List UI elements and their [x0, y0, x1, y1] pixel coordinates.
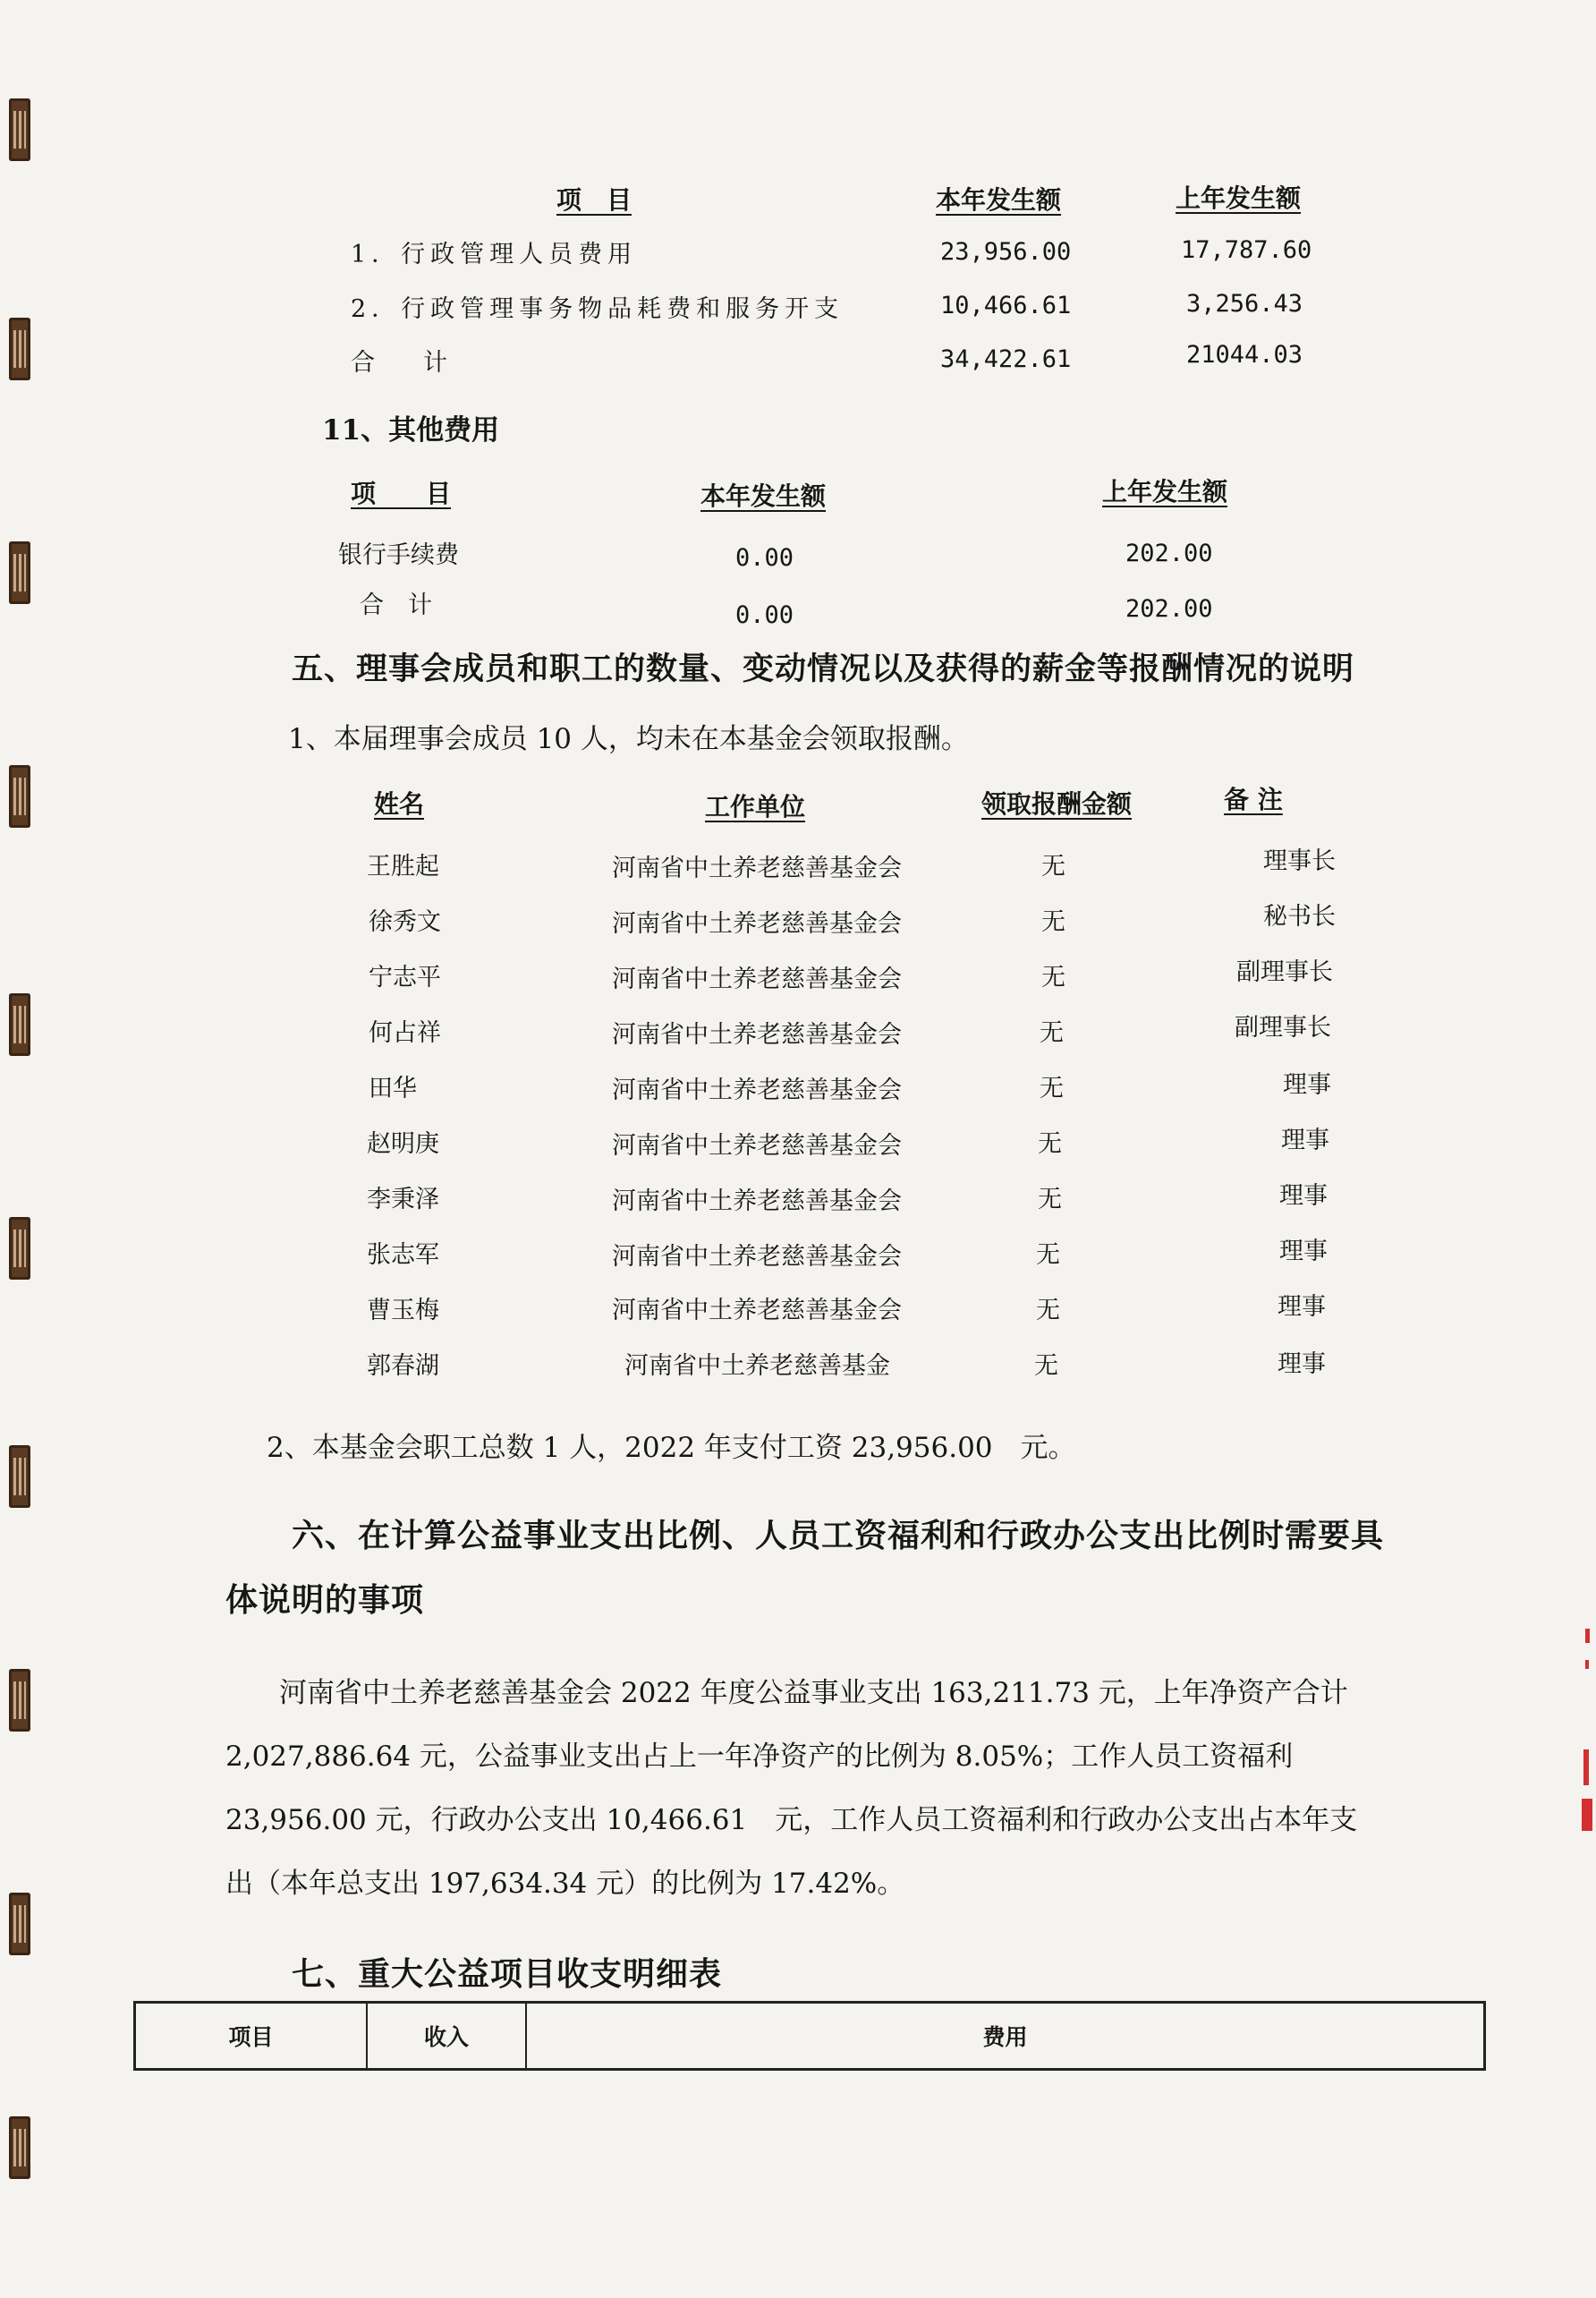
member-note: 理事 [1278, 1293, 1326, 1321]
member-name: 徐秀文 [369, 908, 441, 936]
binder-hole [9, 318, 30, 380]
admin-header-previous: 上年发生额 [1176, 183, 1302, 213]
member-unit: 河南省中土养老慈善基金会 [612, 910, 902, 938]
other-expenses-title: 11、其他费用 [322, 414, 500, 447]
member-name: 张志军 [367, 1241, 439, 1269]
members-header-note: 备 注 [1224, 785, 1283, 814]
member-note: 理事 [1281, 1127, 1329, 1154]
admin-header-item: 项 目 [556, 185, 632, 215]
seal-edge-mark [1585, 1629, 1590, 1643]
members-header-unit: 工作单位 [705, 792, 806, 821]
binder-hole [9, 541, 30, 604]
binder-hole [9, 1217, 30, 1280]
admin-row-current: 23,956.00 [940, 238, 1072, 266]
member-unit: 河南省中土养老慈善基金会 [612, 1187, 902, 1215]
seal-edge-mark [1585, 1660, 1589, 1669]
binder-hole [9, 1669, 30, 1732]
member-name: 宁志平 [369, 964, 441, 992]
other-header-previous: 上年发生额 [1102, 477, 1228, 506]
section6-para-line: 23,956.00 元，行政办公支出 10,466.61 元，工作人员工资福利和行政办公支出占本年支 [225, 1804, 1358, 1836]
binder-hole [9, 1893, 30, 1955]
major-projects-table [133, 2001, 1486, 2071]
member-unit: 河南省中土养老慈善基金会 [612, 1077, 902, 1104]
section6-title: 六、在计算公益事业支出比例、人员工资福利和行政办公支出比例时需要具 [292, 1517, 1385, 1554]
section5-title: 五、理事会成员和职工的数量、变动情况以及获得的薪金等报酬情况的说明 [292, 651, 1355, 687]
binder-hole [9, 993, 30, 1056]
member-pay: 无 [1036, 1241, 1060, 1269]
admin-row-label: 合 计 [351, 349, 447, 377]
seal-edge-mark [1582, 1799, 1592, 1831]
member-unit: 河南省中土养老慈善基金 [624, 1352, 890, 1380]
member-unit: 河南省中土养老慈善基金会 [612, 1297, 902, 1324]
member-note: 理事 [1278, 1350, 1326, 1378]
member-note: 副理事长 [1236, 958, 1333, 986]
binder-hole [9, 765, 30, 828]
member-name: 李秉泽 [367, 1186, 439, 1213]
section7-title: 七、重大公益项目收支明细表 [292, 1955, 723, 1993]
member-pay: 无 [1041, 853, 1065, 881]
member-pay: 无 [1040, 1075, 1064, 1102]
other-row-current: 0.00 [735, 544, 794, 572]
member-unit: 河南省中土养老慈善基金会 [612, 966, 902, 993]
member-pay: 无 [1040, 1019, 1064, 1047]
member-note: 理事长 [1263, 847, 1336, 875]
members-header-pay: 领取报酬金额 [981, 789, 1133, 819]
binder-hole [9, 2116, 30, 2179]
table-header-row [135, 2003, 1485, 2070]
other-row-label: 合 计 [360, 592, 432, 619]
admin-row-current: 10,466.61 [940, 292, 1072, 319]
other-header-item: 项 目 [351, 479, 452, 508]
member-note: 理事 [1279, 1182, 1328, 1210]
member-name: 何占祥 [369, 1019, 441, 1047]
member-pay: 无 [1038, 1130, 1062, 1158]
other-row-previous: 202.00 [1125, 540, 1213, 567]
member-unit: 河南省中土养老慈善基金会 [612, 1243, 902, 1271]
table-header-expense: 费用 [526, 2003, 1485, 2070]
admin-row-current: 34,422.61 [940, 345, 1072, 373]
member-unit: 河南省中土养老慈善基金会 [612, 855, 902, 882]
other-row-current: 0.00 [735, 601, 794, 629]
section6-para-line: 出（本年总支出 197,634.34 元）的比例为 17.42%。 [225, 1868, 905, 1900]
member-note: 理事 [1279, 1238, 1328, 1265]
seal-edge-mark [1583, 1749, 1589, 1785]
member-name: 赵明庚 [367, 1130, 439, 1158]
member-note: 副理事长 [1235, 1014, 1331, 1042]
member-unit: 河南省中土养老慈善基金会 [612, 1021, 902, 1049]
table-header-item: 项目 [135, 2003, 368, 2070]
admin-row-label: 1．行政管理人员费用 [351, 241, 638, 268]
member-note: 秘书长 [1263, 903, 1336, 931]
member-pay: 无 [1036, 1297, 1060, 1324]
section6-title-cont: 体说明的事项 [225, 1581, 425, 1619]
member-name: 王胜起 [367, 853, 439, 881]
section6-para-line: 2,027,886.64 元，公益事业支出占上一年净资产的比例为 8.05%；工作人员工资福利 [225, 1741, 1294, 1773]
admin-row-label: 2．行政管理事务物品耗费和服务开支 [351, 295, 845, 323]
member-pay: 无 [1034, 1352, 1058, 1380]
member-pay: 无 [1041, 964, 1065, 992]
member-note: 理事 [1283, 1071, 1331, 1099]
section5-line1: 1、本届理事会成员 10 人，均未在本基金会领取报酬。 [288, 723, 969, 755]
member-name: 田华 [369, 1075, 417, 1102]
binder-hole [9, 98, 30, 161]
admin-row-previous: 17,787.60 [1181, 236, 1312, 264]
member-pay: 无 [1041, 908, 1065, 936]
member-name: 曹玉梅 [367, 1297, 439, 1324]
section6-para-line: 河南省中土养老慈善基金会 2022 年度公益事业支出 163,211.73 元，上年净资产合计 [279, 1677, 1348, 1709]
member-name: 郭春湖 [367, 1352, 439, 1380]
section5-line2: 2、本基金会职工总数 1 人，2022 年支付工资 23,956.00 元。 [267, 1432, 1076, 1464]
member-unit: 河南省中土养老慈善基金会 [612, 1132, 902, 1160]
member-pay: 无 [1038, 1186, 1062, 1213]
table-header-income: 收入 [367, 2003, 526, 2070]
other-header-current: 本年发生额 [700, 481, 827, 511]
admin-row-previous: 21044.03 [1186, 341, 1303, 369]
other-row-label: 银行手续费 [338, 541, 459, 569]
binder-hole [9, 1445, 30, 1508]
members-header-name: 姓名 [374, 789, 425, 819]
other-row-previous: 202.00 [1125, 595, 1213, 623]
admin-row-previous: 3,256.43 [1186, 290, 1303, 318]
admin-header-current: 本年发生额 [936, 185, 1062, 215]
